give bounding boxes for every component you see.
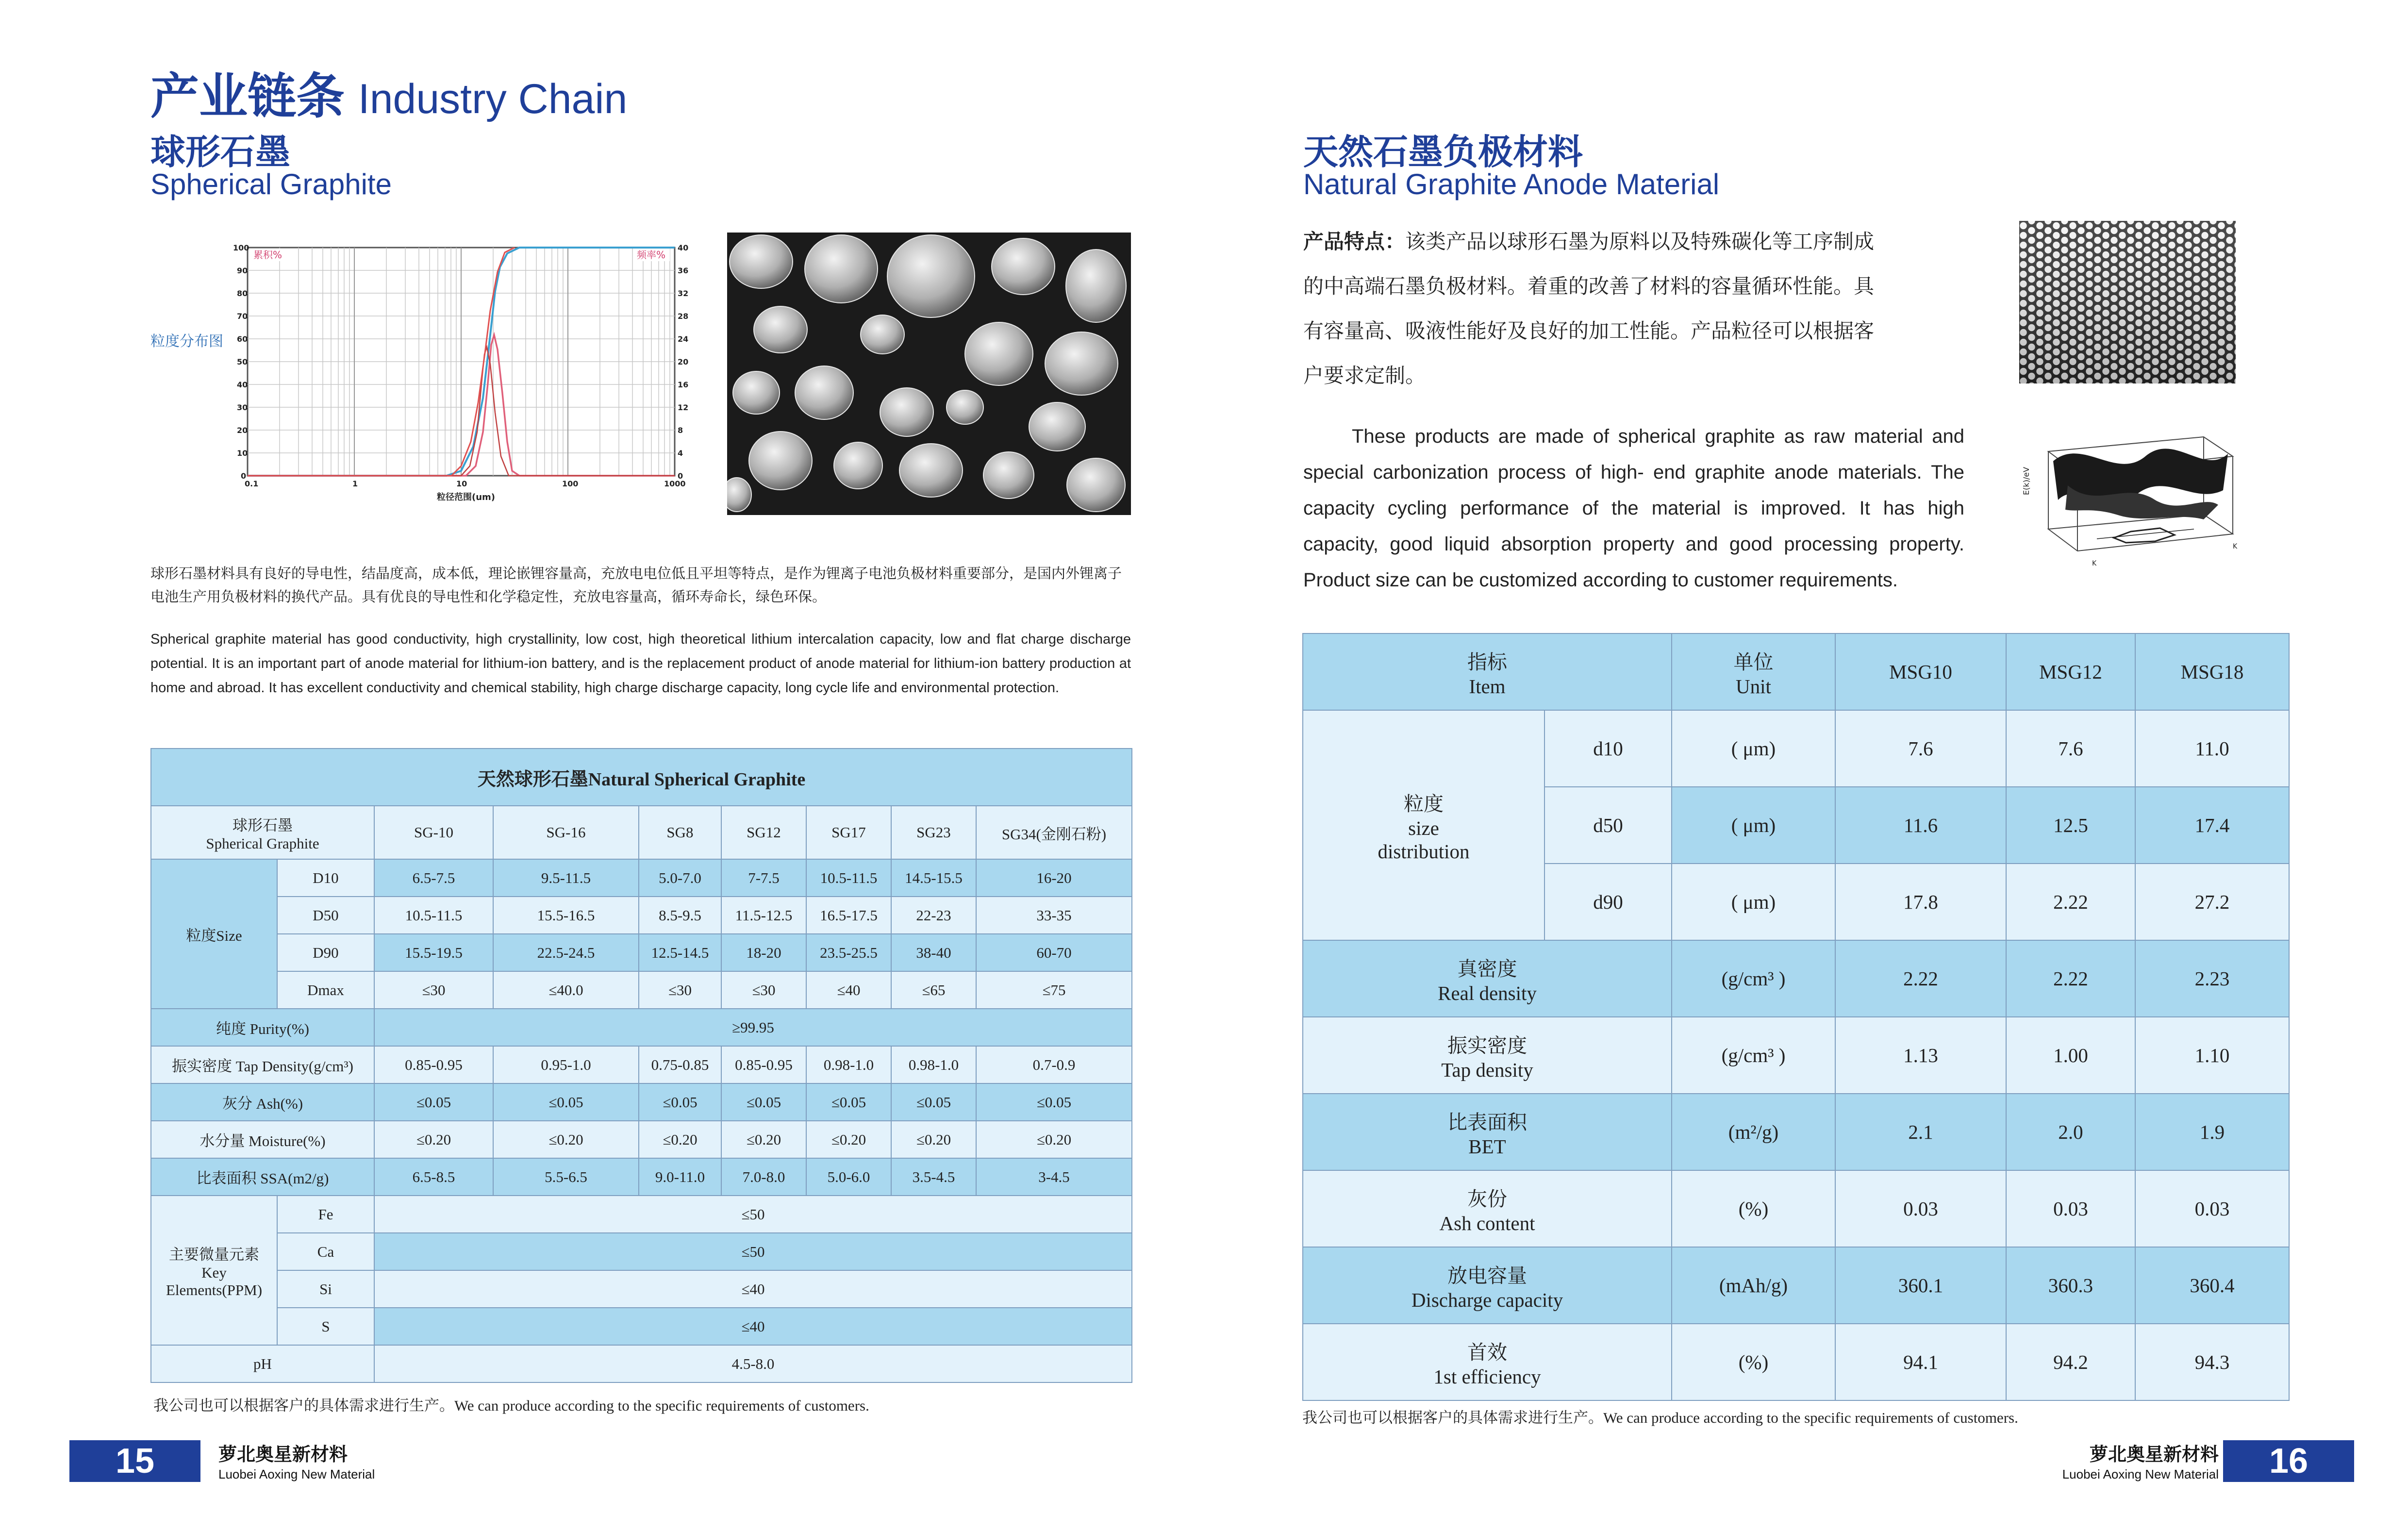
row-label-en: Ash content — [1439, 1212, 1535, 1234]
cell: 17.8 — [1835, 864, 2006, 940]
cell: 360.4 — [2135, 1247, 2289, 1324]
cell: 15.5-19.5 — [374, 934, 493, 971]
svg-text:50: 50 — [237, 357, 248, 366]
elements-label — [151, 1196, 277, 1345]
size-cn: 粒度 — [1404, 792, 1444, 815]
unit-cell: ( μm) — [1672, 864, 1835, 940]
left-note: 我公司也可以根据客户的具体需求进行生产。We can produce according to the specific requirements of customers. — [153, 1397, 869, 1414]
row-label-en: BET — [1468, 1135, 1506, 1158]
cell: ≤0.20 — [374, 1121, 493, 1158]
feature-text — [1303, 219, 1983, 398]
column-header: MSG12 — [2006, 633, 2135, 710]
cell: ≤40 — [806, 971, 891, 1009]
cell: ≤75 — [976, 971, 1132, 1009]
cell: ≤0.05 — [374, 1083, 493, 1121]
chart-legend-right: 频率% — [637, 249, 666, 261]
cell: 94.1 — [1835, 1324, 2006, 1400]
size-distribution-label — [1303, 710, 1544, 940]
cell: 5.5-6.5 — [493, 1158, 639, 1196]
table-row — [151, 1083, 1132, 1121]
section-heading-en: Spherical Graphite — [150, 168, 392, 200]
header-en: Spherical Graphite — [206, 834, 319, 852]
cell: 27.2 — [2135, 864, 2289, 940]
cell: ≤0.20 — [976, 1121, 1132, 1158]
cell: 38-40 — [891, 934, 976, 971]
cell: 2.22 — [2006, 864, 2135, 940]
cell: 5.0-6.0 — [806, 1158, 891, 1196]
cell: 94.3 — [2135, 1324, 2289, 1400]
row-label — [1303, 1324, 1672, 1400]
footer-company-cn-left: 萝北奥星新材料 — [218, 1445, 348, 1465]
cell: 0.98-1.0 — [806, 1046, 891, 1083]
svg-text:24: 24 — [678, 334, 689, 344]
cell: 0.95-1.0 — [493, 1046, 639, 1083]
row-label: D90 — [277, 934, 374, 971]
table-row — [151, 1121, 1132, 1158]
title-en: Industry Chain — [358, 76, 628, 122]
cell: 16.5-17.5 — [806, 897, 891, 934]
elements-label-cn: 主要微量元素 — [169, 1246, 259, 1263]
row-label: Fe — [277, 1196, 374, 1233]
row-label-cn: 灰份 — [1467, 1187, 1507, 1210]
cell: ≤0.05 — [976, 1083, 1132, 1121]
svg-text:K: K — [2233, 543, 2238, 550]
cell: ≤40 — [374, 1308, 1132, 1345]
size-label: 粒度Size — [151, 859, 277, 1009]
band-structure-image — [2019, 427, 2242, 573]
cell: 7.6 — [1835, 710, 2006, 787]
row-label: 纯度 Purity(%) — [151, 1009, 374, 1046]
title-cn: 产业链条 — [150, 69, 345, 124]
row-label: d10 — [1544, 710, 1672, 787]
cell: 6.5-7.5 — [374, 859, 493, 897]
table-row — [1303, 1170, 2289, 1247]
unit-cell: (g/cm³ ) — [1672, 940, 1835, 1017]
column-header: MSG10 — [1835, 633, 2006, 710]
svg-text:0: 0 — [241, 471, 247, 481]
column-header: SG23 — [891, 806, 976, 859]
header-unit-cn: 单位 — [1733, 650, 1774, 673]
cell: 2.23 — [2135, 940, 2289, 1017]
right-description-en: These products are made of spherical graphite as raw material and special carbonization process of high- end graphite anode materials. The capacity cycling performance of the material is improved. It has high capacity, good liquid absorption property and good processing property. Product size can be customized according to customer requirements. — [1303, 426, 1964, 591]
cell: ≤0.05 — [639, 1083, 721, 1121]
svg-text:8: 8 — [678, 426, 683, 435]
svg-text:16: 16 — [678, 380, 689, 389]
cell: 10.5-11.5 — [374, 897, 493, 934]
header-cn: 球形石墨 — [232, 816, 293, 834]
cell: ≤50 — [374, 1196, 1132, 1233]
cell: 0.85-0.95 — [374, 1046, 493, 1083]
cell: 0.03 — [2006, 1170, 2135, 1247]
row-label: pH — [151, 1345, 374, 1382]
svg-text:4: 4 — [678, 449, 683, 458]
cell: 2.1 — [1835, 1094, 2006, 1170]
svg-text:1000: 1000 — [664, 479, 686, 488]
cell: ≤65 — [891, 971, 976, 1009]
cell: 2.22 — [2006, 940, 2135, 1017]
cell: 9.5-11.5 — [493, 859, 639, 897]
table-row — [1303, 1017, 2289, 1094]
cell: 23.5-25.5 — [806, 934, 891, 971]
chart-xlabel: 粒径范围(um) — [437, 492, 496, 502]
cell: 7-7.5 — [721, 859, 806, 897]
cell: 0.7-0.9 — [976, 1046, 1132, 1083]
cell: 7.0-8.0 — [721, 1158, 806, 1196]
table-row — [1303, 1324, 2289, 1400]
svg-text:0.1: 0.1 — [245, 479, 259, 488]
table-header-cell — [151, 806, 374, 859]
cell: 6.5-8.5 — [374, 1158, 493, 1196]
row-label — [1303, 1247, 1672, 1324]
row-label: d90 — [1544, 864, 1672, 940]
svg-text:30: 30 — [237, 403, 248, 412]
cell: ≤40 — [374, 1270, 1132, 1308]
elements-label-en: Key — [201, 1264, 227, 1281]
sem-micrograph — [727, 233, 1131, 515]
column-header: MSG18 — [2135, 633, 2289, 710]
table-row — [151, 1270, 1132, 1308]
footer-company-cn-right: 萝北奥星新材料 — [2089, 1445, 2219, 1465]
row-label: 振实密度 Tap Density(g/cm³) — [151, 1046, 374, 1083]
cell: 360.3 — [2006, 1247, 2135, 1324]
column-header: SG17 — [806, 806, 891, 859]
row-label: d50 — [1544, 787, 1672, 864]
anode-material-table — [1302, 633, 2290, 1401]
cell: 3-4.5 — [976, 1158, 1132, 1196]
feature-label: 产品特点： — [1303, 230, 1406, 253]
cell: 1.00 — [2006, 1017, 2135, 1094]
table-row — [151, 934, 1132, 971]
cell: 11.5-12.5 — [721, 897, 806, 934]
svg-text:10: 10 — [456, 479, 467, 488]
svg-text:12: 12 — [678, 403, 689, 412]
svg-text:36: 36 — [678, 266, 689, 275]
svg-text:10: 10 — [237, 449, 248, 458]
chart-legend-left: 累积% — [253, 249, 282, 261]
svg-text:20: 20 — [678, 357, 689, 366]
cell: 2.0 — [2006, 1094, 2135, 1170]
cell: 5.0-7.0 — [639, 859, 721, 897]
cell: 60-70 — [976, 934, 1132, 971]
row-label-cn: 振实密度 — [1447, 1034, 1527, 1057]
row-label: S — [277, 1308, 374, 1345]
svg-text:90: 90 — [237, 266, 248, 275]
row-label: 灰分 Ash(%) — [151, 1083, 374, 1121]
svg-text:K: K — [2092, 560, 2097, 567]
svg-text:100: 100 — [233, 243, 249, 252]
table-row — [151, 1345, 1132, 1382]
cell: 94.2 — [2006, 1324, 2135, 1400]
unit-cell: (m²/g) — [1672, 1094, 1835, 1170]
table-row — [151, 859, 1132, 897]
section-heading-cn: 球形石墨 — [150, 133, 291, 172]
table-row — [1303, 1094, 2289, 1170]
chart-label: 粒度分布图 — [150, 333, 223, 349]
cell: 17.4 — [2135, 787, 2289, 864]
cell: 11.0 — [2135, 710, 2289, 787]
row-label-en: 1st efficiency — [1433, 1365, 1541, 1388]
table-row — [1303, 710, 2289, 787]
cell: 14.5-15.5 — [891, 859, 976, 897]
size-en: size — [1408, 816, 1439, 839]
cell: ≤0.20 — [891, 1121, 976, 1158]
cell: ≥99.95 — [374, 1009, 1132, 1046]
graphene-lattice-image — [2019, 221, 2236, 383]
cell: 16-20 — [976, 859, 1132, 897]
cell: 360.1 — [1835, 1247, 2006, 1324]
row-label: Dmax — [277, 971, 374, 1009]
column-header: SG12 — [721, 806, 806, 859]
row-label: D10 — [277, 859, 374, 897]
cell: 33-35 — [976, 897, 1132, 934]
table-row — [151, 897, 1132, 934]
cell: 0.98-1.0 — [891, 1046, 976, 1083]
row-label — [1303, 1017, 1672, 1094]
cell: ≤40.0 — [493, 971, 639, 1009]
cell: ≤0.05 — [721, 1083, 806, 1121]
cell: ≤0.05 — [806, 1083, 891, 1121]
feature-line: 的中高端石墨负极材料。着重的改善了材料的容量循环性能。具 — [1303, 275, 1875, 298]
row-label: Si — [277, 1270, 374, 1308]
particle-size-chart — [233, 238, 699, 510]
unit-cell: (mAh/g) — [1672, 1247, 1835, 1324]
table-row — [1303, 940, 2289, 1017]
cell: ≤0.05 — [493, 1083, 639, 1121]
unit-cell: (g/cm³ ) — [1672, 1017, 1835, 1094]
row-label: 比表面积 SSA(m2/g) — [151, 1158, 374, 1196]
svg-text:32: 32 — [678, 289, 689, 298]
right-heading-en: Natural Graphite Anode Material — [1303, 168, 1720, 200]
cell: ≤30 — [721, 971, 806, 1009]
table-row — [151, 1196, 1132, 1233]
cell: 12.5 — [2006, 787, 2135, 864]
svg-text:28: 28 — [678, 312, 689, 321]
column-header: SG34(金刚石粉) — [976, 806, 1132, 859]
row-label-en: Tap density — [1441, 1058, 1533, 1081]
column-header: SG8 — [639, 806, 721, 859]
row-label-en: Discharge capacity — [1411, 1288, 1563, 1311]
table-row — [1303, 1247, 2289, 1324]
cell: ≤0.20 — [493, 1121, 639, 1158]
header-unit — [1672, 633, 1835, 710]
svg-text:40: 40 — [678, 243, 689, 252]
header-item-en: Item — [1469, 675, 1506, 698]
svg-text:80: 80 — [237, 289, 248, 298]
header-item — [1303, 633, 1672, 710]
cell: 12.5-14.5 — [639, 934, 721, 971]
cell: 2.22 — [1835, 940, 2006, 1017]
feature-line: 有容量高、吸液性能好及良好的加工性能。产品粒径可以根据客 — [1303, 319, 1875, 342]
svg-text:E(k)/eV: E(k)/eV — [2022, 466, 2031, 495]
table-row — [151, 1308, 1132, 1345]
cell: 22-23 — [891, 897, 976, 934]
cell: 10.5-11.5 — [806, 859, 891, 897]
column-header: SG-10 — [374, 806, 493, 859]
unit-cell: ( μm) — [1672, 787, 1835, 864]
cell: 3.5-4.5 — [891, 1158, 976, 1196]
row-label-cn: 放电容量 — [1447, 1264, 1527, 1287]
page-number-left: 15 — [69, 1440, 200, 1482]
row-label-cn: 首效 — [1467, 1341, 1507, 1364]
column-header: SG-16 — [493, 806, 639, 859]
footer-company-en-right: Luobei Aoxing New Material — [2062, 1467, 2219, 1481]
cell: 0.03 — [2135, 1170, 2289, 1247]
row-label — [1303, 940, 1672, 1017]
svg-text:100: 100 — [562, 479, 579, 488]
cell: 18-20 — [721, 934, 806, 971]
cell: 4.5-8.0 — [374, 1345, 1132, 1382]
table-row — [151, 1233, 1132, 1270]
svg-text:1: 1 — [352, 479, 358, 488]
cell: 15.5-16.5 — [493, 897, 639, 934]
cell: ≤0.20 — [806, 1121, 891, 1158]
row-label: D50 — [277, 897, 374, 934]
cell: 22.5-24.5 — [493, 934, 639, 971]
row-label — [1303, 1094, 1672, 1170]
row-label: Ca — [277, 1233, 374, 1270]
cell: 0.85-0.95 — [721, 1046, 806, 1083]
page-title — [150, 57, 627, 127]
spherical-graphite-table — [150, 748, 1132, 1383]
right-note: 我公司也可以根据客户的具体需求进行生产。We can produce according to the specific requirements of customers. — [1302, 1409, 2018, 1426]
cell: ≤0.20 — [721, 1121, 806, 1158]
unit-cell: ( μm) — [1672, 710, 1835, 787]
cell: 1.10 — [2135, 1017, 2289, 1094]
page-number-right: 16 — [2223, 1440, 2354, 1482]
elements-label-en: Elements(PPM) — [166, 1281, 263, 1298]
cell: ≤30 — [374, 971, 493, 1009]
cell: 11.6 — [1835, 787, 2006, 864]
description-cn: 球形石墨材料具有良好的导电性，结晶度高，成本低，理论嵌锂容量高，充放电电位低且平坦等特点，是作为锂离子电池负极材料重要部分，是国内外锂离子电池生产用负极材料的换代产品。具有优良的导电性和化学稳定性，充放电容量高，循环寿命长，绿色环保。 — [150, 566, 1122, 605]
header-unit-en: Unit — [1736, 675, 1771, 698]
header-item-cn: 指标 — [1467, 650, 1507, 673]
size-en: distribution — [1378, 840, 1470, 863]
unit-cell: (%) — [1672, 1324, 1835, 1400]
cell: 7.6 — [2006, 710, 2135, 787]
table-row — [151, 971, 1132, 1009]
table-title: 天然球形石墨Natural Spherical Graphite — [151, 749, 1132, 806]
row-label-cn: 真密度 — [1457, 957, 1517, 980]
cell: ≤30 — [639, 971, 721, 1009]
table-row — [151, 1046, 1132, 1083]
svg-text:40: 40 — [237, 380, 248, 389]
svg-text:70: 70 — [237, 312, 248, 321]
svg-text:20: 20 — [237, 426, 248, 435]
footer-company-en-left: Luobei Aoxing New Material — [218, 1467, 375, 1481]
table-row — [151, 1009, 1132, 1046]
cell: 1.13 — [1835, 1017, 2006, 1094]
cell: ≤0.20 — [639, 1121, 721, 1158]
cell: ≤0.05 — [891, 1083, 976, 1121]
cell: 1.9 — [2135, 1094, 2289, 1170]
cell: 0.75-0.85 — [639, 1046, 721, 1083]
description-en: Spherical graphite material has good conductivity, high crystallinity, low cost, high theoretical lithium intercalation capacity, low and flat charge discharge potential. It is an important part of anode material for lithium-ion battery, and is the replacement product of anode material for lithium-ion battery production at home and abroad. It has excellent conductivity and chemical stability, high charge discharge capacity, long cycle life and environmental protection. — [150, 632, 1131, 696]
cell: 9.0-11.0 — [639, 1158, 721, 1196]
row-label-cn: 比表面积 — [1447, 1111, 1527, 1133]
svg-text:60: 60 — [237, 334, 248, 344]
table-row — [151, 1158, 1132, 1196]
unit-cell: (%) — [1672, 1170, 1835, 1247]
feature-line: 该类产品以球形石墨为原料以及特殊碳化等工序制成 — [1405, 230, 1875, 253]
cell: 0.03 — [1835, 1170, 2006, 1247]
cell: 8.5-9.5 — [639, 897, 721, 934]
row-label — [1303, 1170, 1672, 1247]
feature-line: 户要求定制。 — [1303, 364, 1426, 387]
svg-text:0: 0 — [678, 471, 683, 481]
cell: ≤50 — [374, 1233, 1132, 1270]
row-label-en: Real density — [1438, 982, 1537, 1004]
right-heading-cn: 天然石墨负极材料 — [1303, 133, 1583, 172]
row-label: 水分量 Moisture(%) — [151, 1121, 374, 1158]
